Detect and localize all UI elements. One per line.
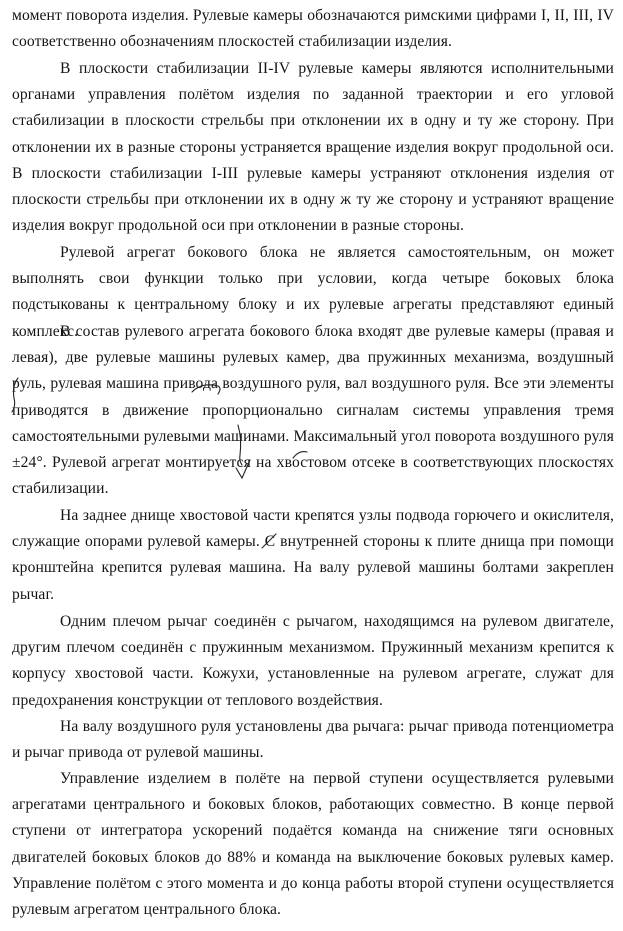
- paragraph-rear-bottom: На заднее днище хвостовой части крепятся узлы подвода горючего и окислителя, служащие опорами рулевой камеры. С внутренней стороны к плите днища при помощи кронштейна крепится рулевая машина. На валу рулевой машины болтами закреплен рычаг.: [12, 507, 614, 603]
- paragraph-side-block-unit: Рулевой агрегат бокового блока не является самостоятельным, он может выполнять свои функции только при условии, когда четыре боковых блока подстыкованы к центральному блоку и их рулевые агрегаты представляют единый комплекс.: [12, 244, 614, 340]
- paragraph-unit-composition: В состав рулевого агрегата бокового блока входят две рулевые камеры (правая и левая), две рулевые машины рулевых камер, два пружинных механизма, воздушный руль, рулевая машина привода воздушного руля, вал воздушного руля. Все эти элементы приводятся в движение пропорционально сигналам системы управления тремя самостоятельными рулевыми машинами. Максимальный угол поворота воздушного руля ±24°. Рулевой агрегат монтируется на хвостовом отсеке в соответствующих плоскостях стабилизации.: [12, 323, 614, 498]
- paragraph-flight-control: Управление изделием в полёте на первой ступени осуществляется рулевыми агрегатами центрального и боковых блоков, работающих совместно. В конце первой ступени от интегратора ускорений подаётся команда на снижение тяги основных двигателей боковых блоков до 88% и команда на выключение боковых рулевых камер. Управление полётом с этого момента и до конца работы второй ступени осуществляется рулевым агрегатом центрального блока.: [12, 770, 614, 919]
- paragraph-air-rudder-shaft: На валу воздушного руля установлены два рычага: рычаг привода потенциометра и рычаг привода от рулевой машины.: [12, 718, 614, 762]
- paragraph-lever-connection: Одним плечом рычаг соединён с рычагом, находящимся на рулевом двигателе, другим плечом соединён с пружинным механизмом. Пружинный механизм крепится к корпусу хвостовой части. Кожухи, установленные на рулевом агрегате, служат для предохранения конструкции от теплового воздействия.: [12, 613, 614, 709]
- paragraph-stabilization-planes: В плоскости стабилизации II-IV рулевые камеры являются исполнительными органами управления полётом изделия по заданной траектории и его угловой стабилизации в плоскости стрельбы при отклонении их в одну и ту же сторону. При отклонении их в разные стороны устраняется вращение изделия вокруг продольной оси. В плоскости стабилизации I-III рулевые камеры устраняют отклонения изделия от плоскости стрельбы при отклонении их в одну ж ту же сторону и устраняют вращение изделия вокруг продольной оси при отклонении в разные стороны.: [12, 60, 614, 235]
- paragraph-continuation: момент поворота изделия. Рулевые камеры обозначаются римскими цифрами I, II, III, IV соответственно обозначениям плоскостей стабилизации изделия.: [12, 7, 614, 51]
